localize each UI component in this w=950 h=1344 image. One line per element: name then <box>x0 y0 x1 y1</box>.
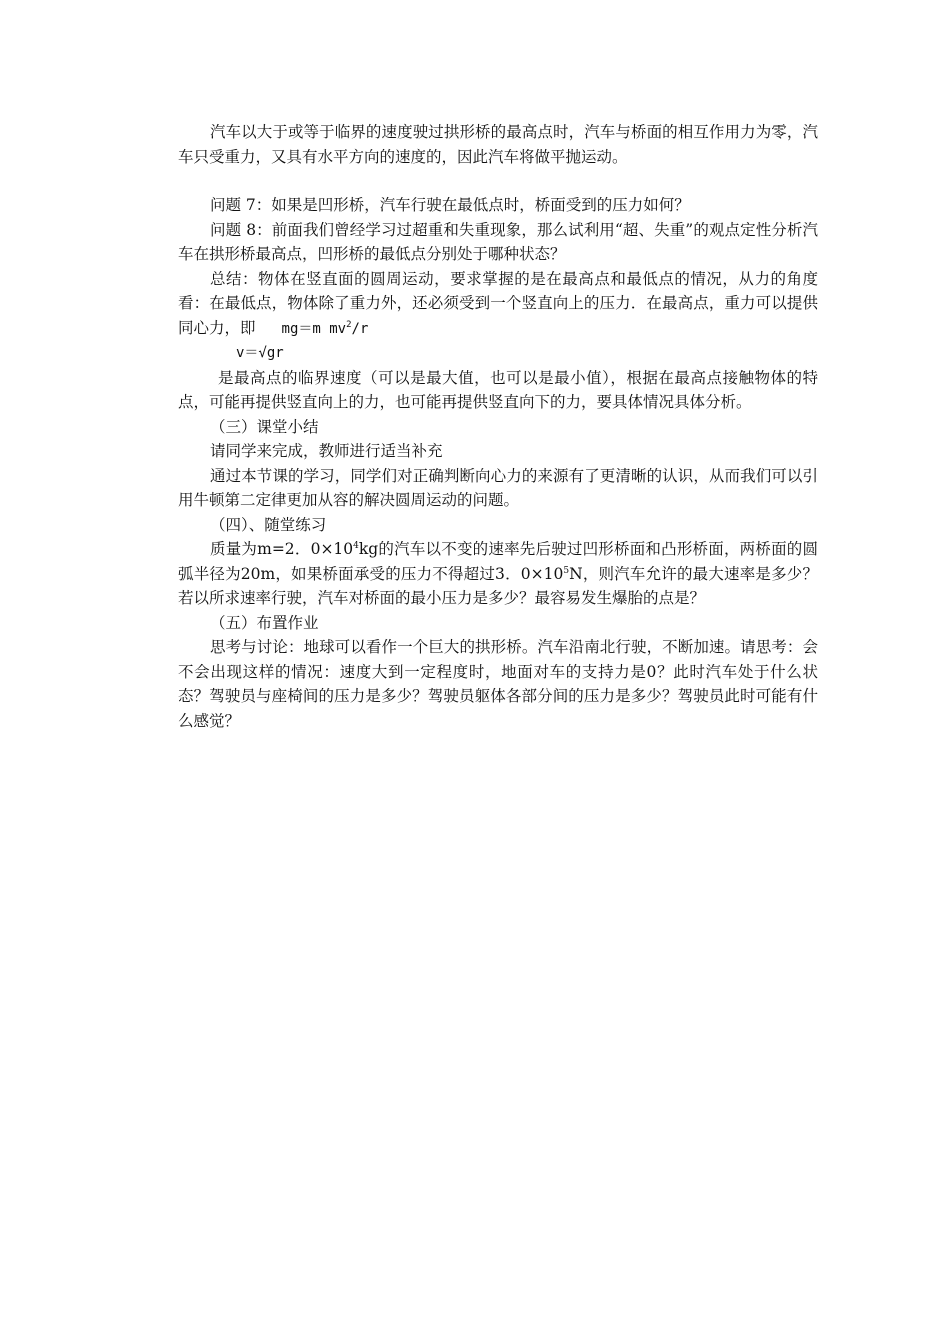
formula-centripetal <box>282 321 369 337</box>
section-3-line-2: 通过本节课的学习，同学们对正确判断向心力的来源有了更清晰的认识，从而我们可以引用牛顿第二定律更加从容的解决圆周运动的问题。 <box>178 466 818 509</box>
exercise-exponent-1: 4 <box>353 541 359 551</box>
formula-exponent: 2 <box>346 319 352 330</box>
homework-paragraph: 思考与讨论：地球可以看作一个巨大的拱形桥。汽车沿南北行驶，不断加速。请思考：会不会出现这样的情况：速度大到一定程度时，地面对车的支持力是0？此时汽车处于什么状态？驾驶员与座椅间的压力是多少？驾驶员躯体各部分间的压力是多少？驾驶员此时可能有什么感觉？ <box>178 638 818 730</box>
exercise-paragraph <box>178 537 818 611</box>
formula-main: mg＝m mv <box>281 320 347 337</box>
document-body <box>178 120 818 733</box>
paragraph-flat-throw: 汽车以大于或等于临界的速度驶过拱形桥的最高点时，汽车与桥面的相互作用力为零，汽车只受重力，又具有水平方向的速度的，因此汽车将做平抛运动。 <box>178 123 818 166</box>
formula-tail: /r <box>351 320 369 337</box>
exercise-exponent-2: 5 <box>563 565 570 576</box>
section-4-heading: （四）、随堂练习 <box>210 515 327 534</box>
exercise-part-b: kg的汽车以不变的速率先后驶过凹形桥面和凸形桥面，两桥面的圆弧半径为20m，如果桥面承受的压力不得超过3．0×10 <box>178 540 818 583</box>
section-3-line-1: 请同学来完成，教师进行适当补充 <box>210 442 443 460</box>
exercise-part-c: N，则汽车允许的最大速率是多少？若以所求速率行驶，汽车对桥面的最小压力是多少？最容易发生爆胎的点是？ <box>178 564 818 607</box>
formula-critical-speed: v＝√gr <box>236 345 284 361</box>
question-8: 问题 8：前面我们曾经学习过超重和失重现象，那么试利用“超、失重”的观点定性分析汽车在拱形桥最高点，凹形桥的最低点分别处于哪种状态？ <box>178 220 818 263</box>
section-5-heading: （五）布置作业 <box>210 613 319 632</box>
question-7: 问题 7：如果是凹形桥，汽车行驶在最低点时，桥面受到的压力如何？ <box>210 196 690 214</box>
section-3-heading: （三）课堂小结 <box>210 417 319 436</box>
exercise-part-a: 质量为m=2．0×10 <box>210 540 354 558</box>
blank-line <box>178 169 818 193</box>
critical-speed-paragraph: 是最高点的临界速度（可以是最大值，也可以是最小值），根据在最高点接触物体的特点，可能再提供竖直向上的力，也可能再提供竖直向下的力，要具体情况具体分析。 <box>178 368 818 411</box>
summary-paragraph <box>178 267 818 342</box>
summary-text: 总结：物体在竖直面的圆周运动，要求掌握的是在最高点和最低点的情况，从力的角度看：在最低点，物体除了重力外，还必须受到一个竖直向上的压力．在最高点，重力可以提供同心力，即 <box>178 269 818 337</box>
